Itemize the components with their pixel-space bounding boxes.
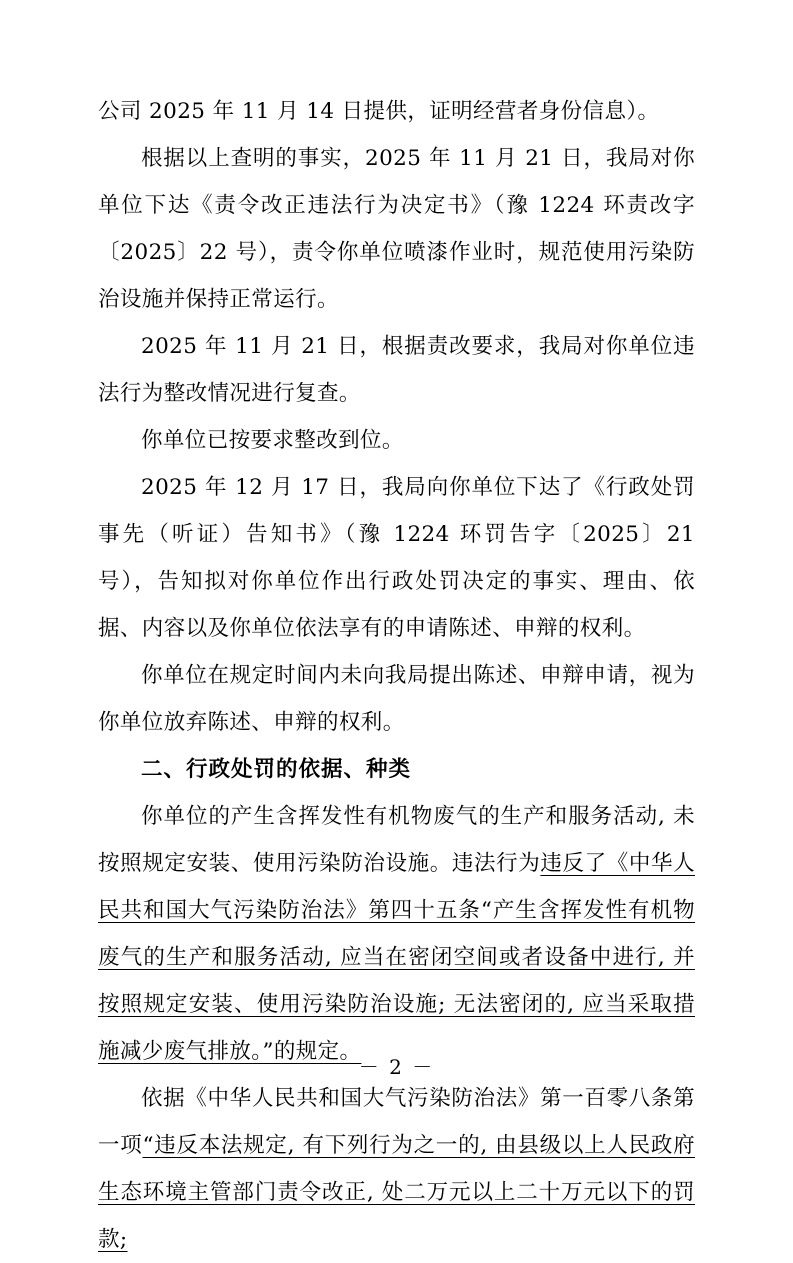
paragraph-order-issued: 根据以上查明的事实，2025 年 11 月 21 日，我局对你单位下达《责令改正违法行为决定书》（豫 1224 环责改字〔2025〕22 号），责令你单位喷漆作业时，规范使用污染防治设施并保持正常运行。: [98, 146, 695, 312]
penalty-article-prefix: 依据《中华人民共和国大气污染防治法》第一百零八条第一项: [98, 1086, 695, 1158]
paragraph-waiver-of-statement: 你单位在规定时间内未向我局提出陈述、申辩申请，视为你单位放弃陈述、申辩的权利。: [98, 663, 695, 735]
penalty-article-quoted-law: “违反本法规定, 有下列行为之一的, 由县级以上人民政府生态环境主管部门责令改正, 处二万元以上二十万元以下的罚款;: [98, 1133, 695, 1252]
violation-basis-quoted-law: 违反了《中华人民共和国大气污染防治法》第四十五条“产生含挥发性有机物废气的生产和服务活动, 应当在密闭空间或者设备中进行, 并按照规定安装、使用污染防治设施; 无法密闭的, 应当采取措施减少废气排放。”的规定。: [98, 851, 695, 1064]
section-heading-penalty-basis: 二、行政处罚的依据、种类: [141, 757, 412, 782]
page-number: － 2 －: [358, 1055, 435, 1079]
document-body: [98, 88, 695, 1263]
violation-basis-prefix: 你单位的产生含挥发性有机物废气的生产和服务活动, 未按照规定安装、使用污染防治设施。违法行为: [98, 804, 695, 876]
paragraph-penalty-article: [98, 1075, 695, 1263]
paragraph-prior-notice: 2025 年 12 月 17 日，我局向你单位下达了《行政处罚事先（听证）告知书》（豫 1224 环罚告字〔2025〕21 号），告知拟对你单位作出行政处罚决定的事实、理由、依据、内容以及你单位依法享有的申请陈述、申辩的权利。: [98, 475, 695, 641]
paragraph-continuation: 公司 2025 年 11 月 14 日提供，证明经营者身份信息）。: [98, 99, 660, 124]
paragraph-reinspection: 2025 年 11 月 21 日，根据责改要求，我局对你单位违法行为整改情况进行复查。: [98, 334, 695, 406]
paragraph-rectified: 你单位已按要求整改到位。: [141, 428, 404, 453]
paragraph-violation-basis: [98, 793, 695, 1075]
